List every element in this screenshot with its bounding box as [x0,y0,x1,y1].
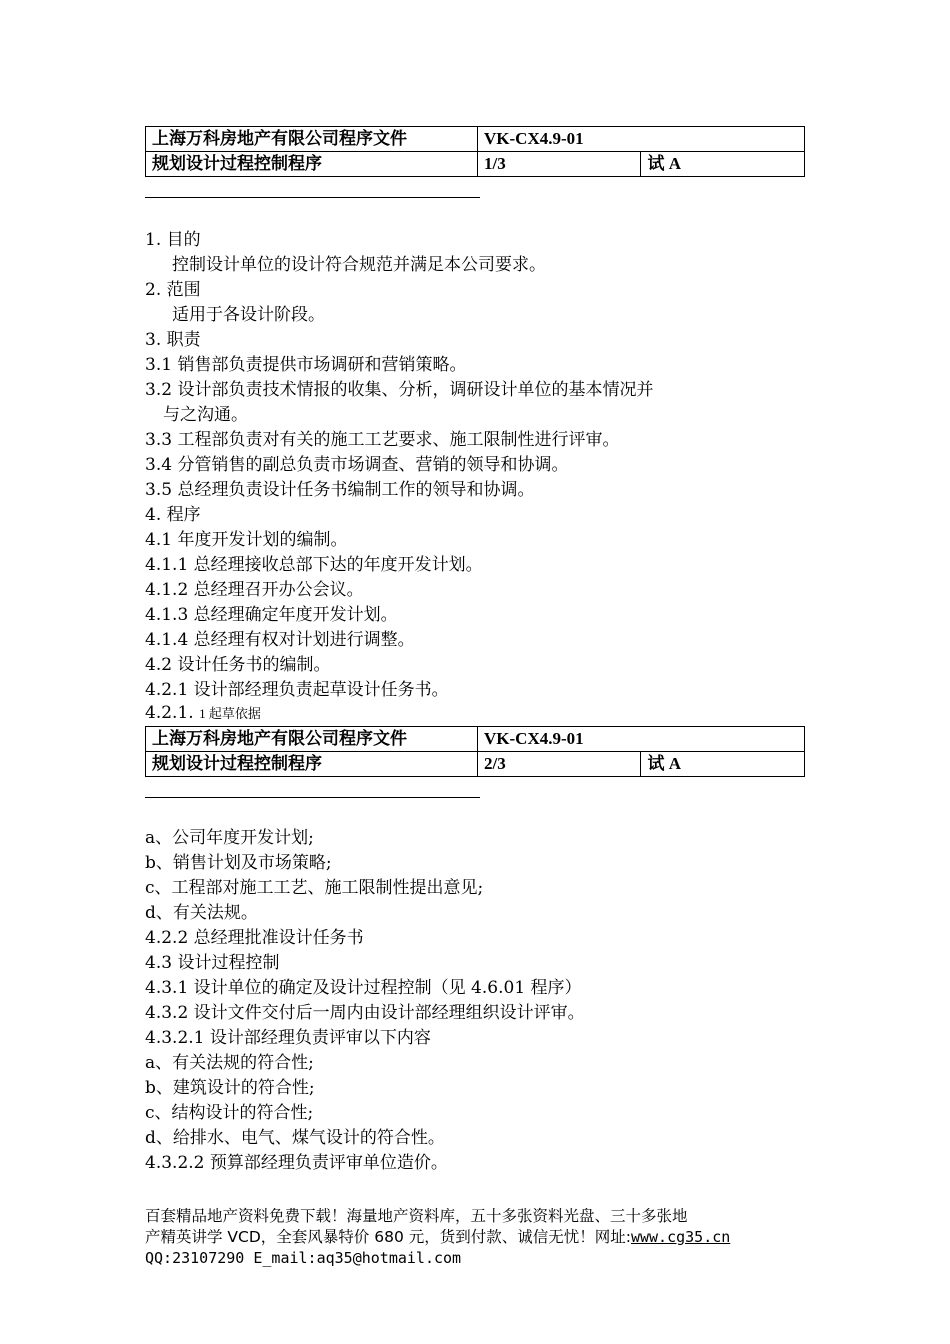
text-line: 4.2 设计任务书的编制。 [145,655,331,675]
section-2 [145,826,810,1176]
footer-contact: QQ:23107290 E_mail:aq35@hotmail.com [145,1249,462,1267]
heading-duties: 3. 职责 [145,330,201,350]
text-line: 适用于各设计阶段。 [172,305,325,325]
heading-procedure: 4. 程序 [145,505,201,525]
text-line: 4.1.1 总经理接收总部下达的年度开发计划。 [145,555,483,575]
list-item: c、工程部对施工工艺、施工限制性提出意见; [145,878,484,898]
doc-code-cell: VK-CX4.9-01 [478,727,805,752]
version-cell: 试 A [641,752,805,777]
list-item: b、销售计划及市场策略; [145,853,332,873]
list-item: a、有关法规的符合性; [145,1053,314,1073]
text-line: 3.5 总经理负责设计任务书编制工作的领导和协调。 [145,480,535,500]
text-line: 4.3.2.2 预算部经理负责评审单位造价。 [145,1153,448,1173]
list-item: d、给排水、电气、煤气设计的符合性。 [145,1128,445,1148]
header-table-2 [145,726,805,777]
doc-code-cell: VK-CX4.9-01 [478,127,805,152]
header-rule-1 [145,197,480,198]
header-row [146,127,805,152]
text-line: 3.1 销售部负责提供市场调研和营销策略。 [145,355,467,375]
list-item: c、结构设计的符合性; [145,1103,314,1123]
text-line-4211 [145,703,810,723]
header-table-1 [145,126,805,177]
text-line: 控制设计单位的设计符合规范并满足本公司要求。 [172,255,546,275]
list-item: b、建筑设计的符合性; [145,1078,315,1098]
footer-ad [145,1206,815,1269]
line-prefix: 4.2.1. [145,703,194,723]
text-line: 4.3.1 设计单位的确定及设计过程控制（见 4.6.01 程序） [145,978,582,998]
version-cell: 试 A [641,152,805,177]
text-line: 4.1.2 总经理召开办公会议。 [145,580,364,600]
heading-purpose: 1. 目的 [145,230,201,250]
doc-title-cell: 规划设计过程控制程序 [146,752,478,777]
text-line: 4.2.2 总经理批准设计任务书 [145,928,364,948]
company-doc-cell: 上海万科房地产有限公司程序文件 [146,727,478,752]
company-doc-cell: 上海万科房地产有限公司程序文件 [146,127,478,152]
text-line: 3.3 工程部负责对有关的施工工艺要求、施工限制性进行评审。 [145,430,620,450]
text-line: 4.1.4 总经理有权对计划进行调整。 [145,630,415,650]
line-rest: 1 起草依据 [199,706,261,721]
text-line: 4.3.2.1 设计部经理负责评审以下内容 [145,1028,431,1048]
section-1 [145,228,810,723]
page-number-cell: 1/3 [478,152,641,177]
doc-title-cell: 规划设计过程控制程序 [146,152,478,177]
text-line: 4.1.3 总经理确定年度开发计划。 [145,605,398,625]
footer-line-2-text: 产精英讲学 VCD，全套风暴特价 680 元，货到付款、诚信无忧！网址: [145,1228,631,1246]
text-line: 3.2 设计部负责技术情报的收集、分析，调研设计单位的基本情况并 [145,380,654,400]
text-line: 4.3.2 设计文件交付后一周内由设计部经理组织设计评审。 [145,1003,585,1023]
header-row [146,752,805,777]
text-line: 4.3 设计过程控制 [145,953,280,973]
header-row [146,152,805,177]
text-line: 4.1 年度开发计划的编制。 [145,530,348,550]
header-row [146,727,805,752]
list-item: d、有关法规。 [145,903,258,923]
page-number-cell: 2/3 [478,752,641,777]
footer-line-2 [145,1227,815,1248]
website-link[interactable]: www.cg35.cn [630,1228,731,1246]
text-line: 与之沟通。 [163,405,248,425]
header-rule-2 [145,797,480,798]
text-line: 4.2.1 设计部经理负责起草设计任务书。 [145,680,449,700]
footer-line-1: 百套精品地产资料免费下载！海量地产资料库，五十多张资料光盘、三十多张地 [145,1207,688,1225]
list-item: a、公司年度开发计划; [145,828,314,848]
text-line: 3.4 分管销售的副总负责市场调查、营销的领导和协调。 [145,455,569,475]
heading-scope: 2. 范围 [145,280,201,300]
